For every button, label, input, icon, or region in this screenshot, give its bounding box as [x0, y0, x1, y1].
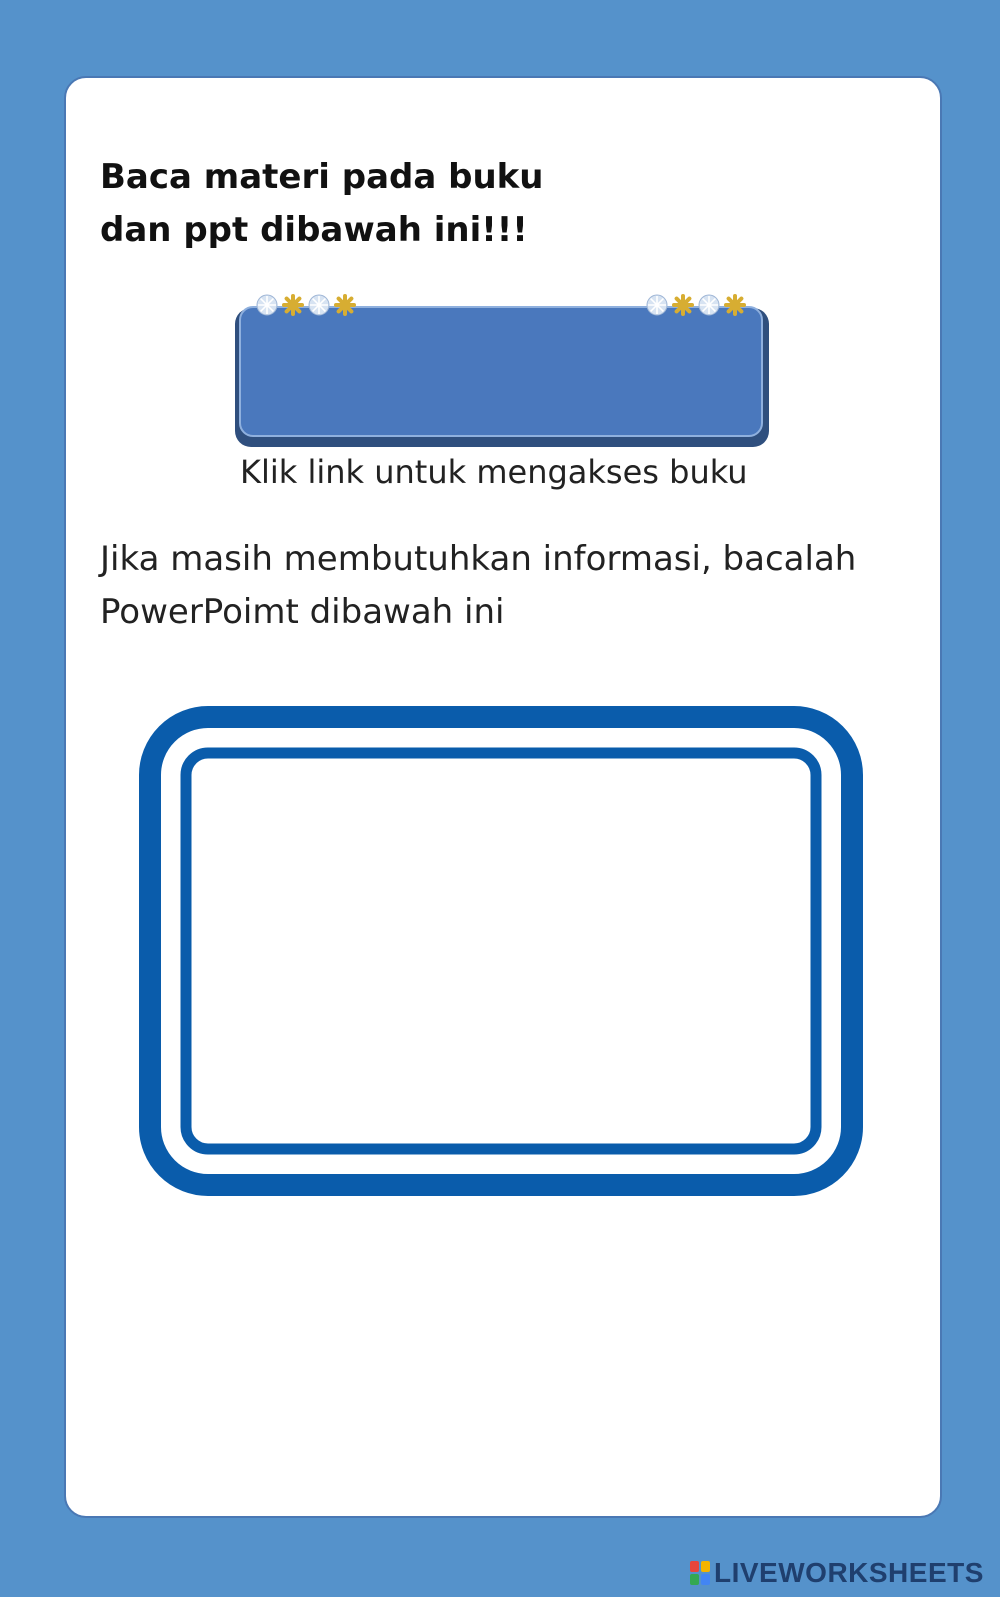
snowflake-icon: [255, 293, 279, 317]
instruction-heading: [100, 151, 660, 257]
asterisk-flower-icon: [281, 293, 305, 317]
liveworksheets-branding: [690, 1556, 984, 1590]
info-text-line-2: PowerPoimt dibawah ini: [100, 592, 505, 632]
powerpoint-embed-frame[interactable]: [138, 705, 864, 1197]
decoration-right: [645, 290, 749, 320]
frame-outer-border: [150, 717, 852, 1185]
instruction-heading-line-1: Baca materi pada buku: [100, 157, 544, 197]
snowflake-icon: [645, 293, 669, 317]
snowflake-icon: [307, 293, 331, 317]
decoration-left: [255, 290, 359, 320]
instruction-heading-line-2: dan ppt dibawah ini!!!: [100, 210, 528, 250]
book-link-area: [235, 290, 771, 450]
info-text: [100, 533, 920, 639]
asterisk-flower-icon: [671, 293, 695, 317]
book-link-caption: Klik link untuk mengakses buku: [240, 453, 748, 491]
asterisk-flower-icon: [333, 293, 357, 317]
liveworksheets-wordmark: LIVEWORKSHEETS: [714, 1557, 984, 1588]
info-text-line-1: Jika masih membutuhkan informasi, bacalah: [100, 539, 857, 579]
book-link-button[interactable]: [239, 306, 763, 437]
snowflake-icon: [697, 293, 721, 317]
asterisk-flower-icon: [723, 293, 747, 317]
liveworksheets-logo-icon: [690, 1561, 710, 1585]
frame-inner-border: [186, 753, 816, 1149]
